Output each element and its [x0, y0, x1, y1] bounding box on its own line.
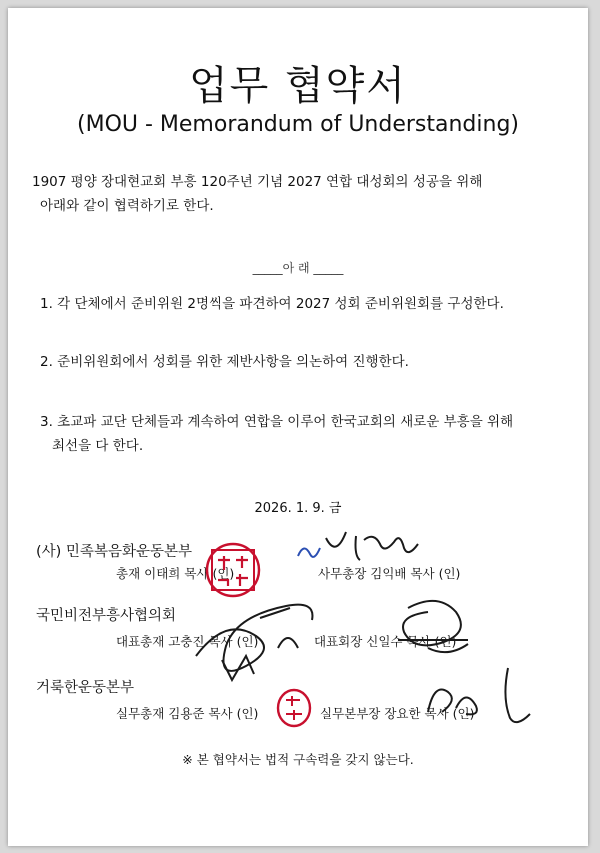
red-seal-2-icon [278, 690, 310, 726]
org1-signer-2: 사무총장 김익배 목사 (인) [318, 566, 461, 581]
org3-signer-1: 실무총재 김용준 목사 (인) [116, 706, 259, 721]
organization-3-name: 거룩한운동본부 [36, 680, 135, 696]
legal-footnote: ※ 본 협약서는 법적 구속력을 갖지 않는다. [182, 752, 414, 767]
document-date: 2026. 1. 9. 금 [254, 501, 342, 516]
organization-1-name: (사) 민족복음화운동본부 [36, 544, 192, 560]
handwritten-signature-4-icon [428, 668, 530, 722]
document-subtitle: (MOU - Memorandum of Understanding) [77, 112, 519, 137]
handwritten-signature-3-icon [398, 601, 468, 652]
agreement-item-3-continued: 최선을 다 한다. [52, 438, 144, 454]
org2-signer-2: 대표회장 신일수 목사 (인) [314, 634, 457, 649]
org2-signer-1: 대표총재 고충진 목사 (인) [116, 634, 259, 649]
org1-signer-1: 총재 이태희 목사 (인) [116, 566, 235, 581]
intro-line-1: 1907 평양 장대현교회 부흥 120주년 기념 2027 연합 대성회의 성공을 위해 [32, 174, 483, 190]
agreement-item-3: 3. 초교파 교단 단체들과 계속하여 연합을 이루어 한국교회의 새로운 부흥을 위해 [40, 414, 514, 430]
signatures-layer [8, 8, 588, 846]
agreement-item-1: 1. 각 단체에서 준비위원 2명씩을 파견하여 2027 성회 준비위원회를 구성한다. [40, 296, 504, 312]
handwritten-signature-2-icon [196, 605, 312, 680]
org3-signer-2: 실무본부장 장요한 목사 (인) [320, 706, 475, 721]
handwritten-signature-1-icon [298, 532, 418, 560]
intro-line-2: 아래와 같이 협력하기로 한다. [40, 198, 214, 214]
document-page [8, 8, 588, 846]
agreement-item-2: 2. 준비위원회에서 성회를 위한 제반사항을 의논하여 진행한다. [40, 354, 409, 370]
document-title: 업무 협약서 [189, 63, 407, 109]
organization-2-name: 국민비전부흥사협의회 [36, 608, 177, 624]
section-heading: _____아 래 _____ [252, 261, 344, 275]
red-seal-1-icon [207, 544, 259, 596]
